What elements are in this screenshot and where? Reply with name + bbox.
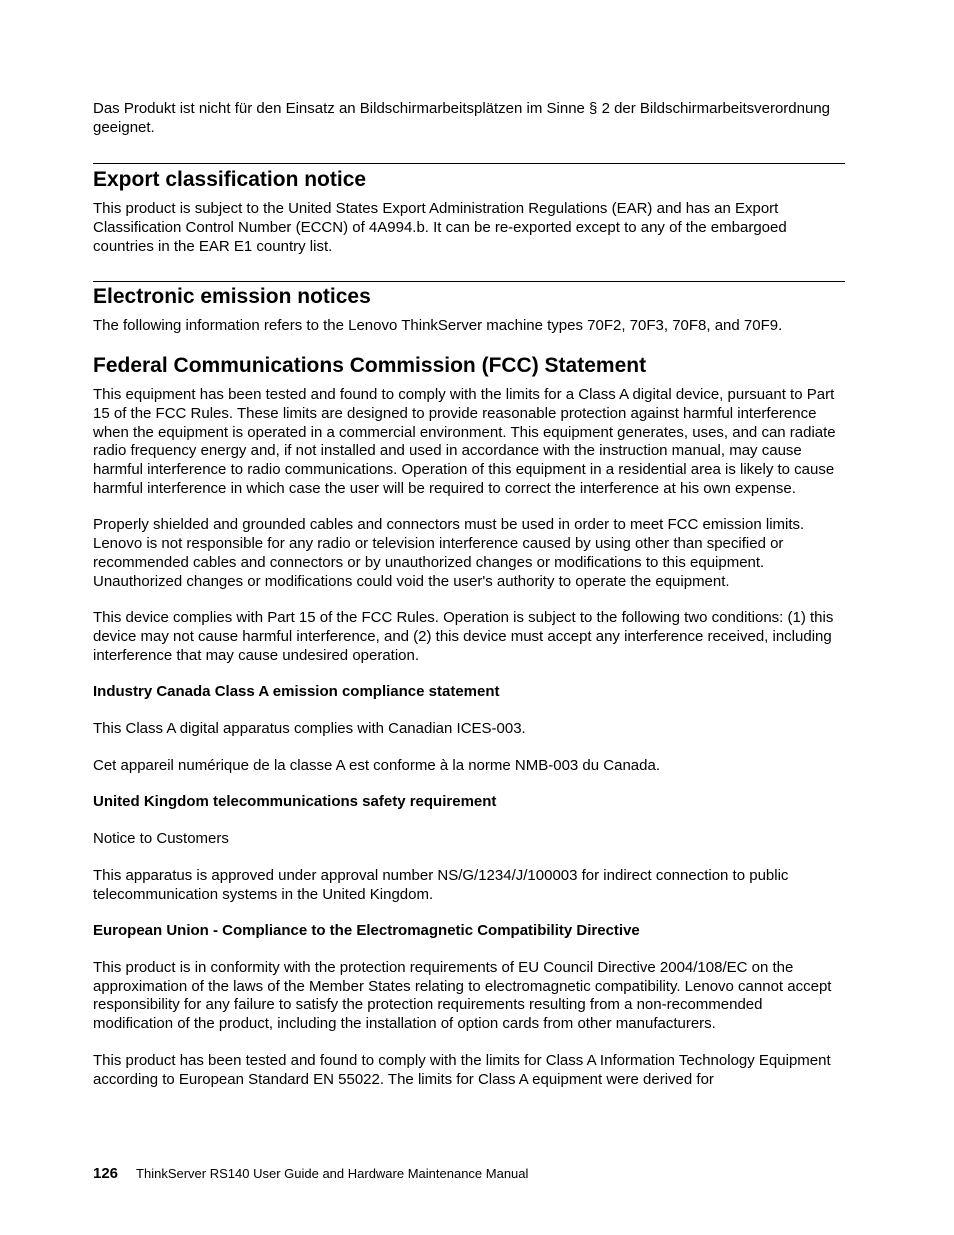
- canada-paragraph-1: This Class A digital apparatus complies with Canadian ICES-003.: [93, 720, 526, 738]
- uk-paragraph-2: This apparatus is approved under approval number NS/G/1234/J/100003 for indirect connection to public telecommunication systems in the United Kingdom.: [93, 866, 789, 903]
- eu-heading: European Union - Compliance to the Electromagnetic Compatibility Directive: [93, 922, 640, 940]
- fcc-paragraph-3: This device complies with Part 15 of the FCC Rules. Operation is subject to the following two conditions: (1) this device may not cause harmful interference, and (2) this device must accept any interference received, including interference that may cause undesired operation.: [93, 609, 834, 664]
- fcc-paragraph-2: Properly shielded and grounded cables and connectors must be used in order to meet FCC emission limits. Lenovo is not responsible for any radio or television interference caused by using other than specified or recommended cables and connectors or by unauthorized changes or modifications to this equipment. Unauthorized changes or modifications could void the user's authority to operate the equipment.: [93, 516, 805, 590]
- page-footer: [93, 1165, 845, 1182]
- eu-paragraph-2: This product has been tested and found to comply with the limits for Class A Information Technology Equipment according to European Standard EN 55022. The limits for Class A equipment were derived for: [93, 1051, 831, 1088]
- uk-heading: United Kingdom telecommunications safety requirement: [93, 793, 497, 811]
- fcc-paragraph-1: This equipment has been tested and found to comply with the limits for a Class A digital device, pursuant to Part 15 of the FCC Rules. These limits are designed to provide reasonable protection against harmful interference when the equipment is operated in a commercial environment. This equipment generates, uses, and can radiate radio frequency energy and, if not installed and used in accordance with the instruction manual, may cause harmful interference to radio communications. Operation of this equipment in a residential area is likely to cause harmful interference in which case the user will be required to correct the interference at his own expense.: [93, 386, 836, 497]
- emission-heading: Electronic emission notices: [93, 284, 371, 308]
- fcc-heading: Federal Communications Commission (FCC) Statement: [93, 354, 647, 378]
- export-heading: Export classification notice: [93, 168, 367, 192]
- footer-title: ThinkServer RS140 User Guide and Hardware Maintenance Manual: [136, 1166, 529, 1181]
- page-number: 126: [93, 1165, 119, 1182]
- uk-paragraph-1: Notice to Customers: [93, 830, 229, 848]
- section-divider: [93, 281, 845, 282]
- eu-paragraph-1: This product is in conformity with the protection requirements of EU Council Directive 2004/108/EC on the approximation of the laws of the Member States relating to electromagnetic compatibility. Lenovo cannot accept responsibility for any failure to satisfy the protection requirements resulting from a non-recommended modification of the product, including the installation of option cards from other manufacturers.: [93, 958, 832, 1033]
- canada-paragraph-2: Cet appareil numérique de la classe A est conforme à la norme NMB-003 du Canada.: [93, 756, 660, 774]
- export-paragraph: This product is subject to the United States Export Administration Regulations (EAR) and has an Export Classification Control Number (ECCN) of 4A994.b. It can be re-exported except to any of the embargoed countries in the EAR E1 country list.: [93, 200, 787, 255]
- document-page: [93, 100, 845, 1089]
- section-divider: [93, 163, 845, 164]
- emission-paragraph: The following information refers to the Lenovo ThinkServer machine types 70F2, 70F3, 70F8, and 70F9.: [93, 316, 783, 334]
- canada-heading: Industry Canada Class A emission compliance statement: [93, 683, 500, 701]
- intro-paragraph: Das Produkt ist nicht für den Einsatz an Bildschirmarbeitsplätzen im Sinne § 2 der Bildschirmarbeitsverordnung geeignet.: [93, 100, 831, 136]
